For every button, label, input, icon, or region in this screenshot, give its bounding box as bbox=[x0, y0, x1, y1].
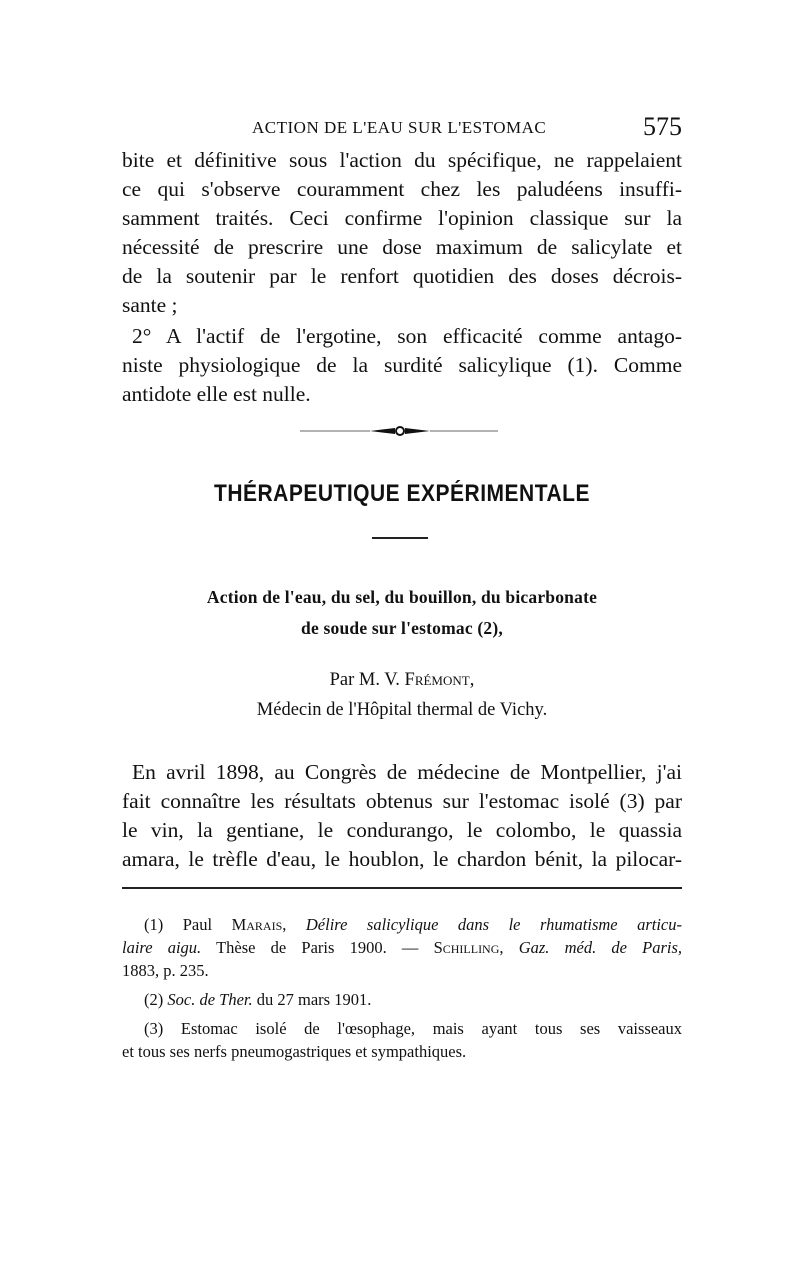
footnote-line: 1883, p. 235. bbox=[122, 961, 209, 980]
footnote-text: du 27 mars 1901. bbox=[256, 990, 372, 1009]
footnote-line bbox=[122, 936, 682, 959]
footnote-3 bbox=[122, 1017, 682, 1063]
text-line: nécessité de prescrire une dose maximum de salicylate et bbox=[122, 235, 682, 259]
paragraph-ergotine bbox=[122, 322, 682, 409]
author-name: Frémont, bbox=[404, 670, 475, 690]
text-line: fait connaître les résultats obtenus sur l'estomac isolé (3) par bbox=[122, 789, 682, 813]
running-head bbox=[122, 112, 682, 142]
paragraph-continuation bbox=[122, 146, 682, 320]
text-line: bite et définitive sous l'action du spécifique, ne rappelaient bbox=[122, 148, 682, 172]
text-line: samment traités. Ceci confirme l'opinion classique sur la bbox=[122, 206, 682, 230]
footnote-line bbox=[122, 913, 682, 936]
footnote-rule bbox=[122, 887, 682, 889]
footnote-line: et tous ses nerfs pneumogastriques et sympathiques. bbox=[122, 1042, 467, 1061]
text-line: sante ; bbox=[122, 293, 178, 317]
byline-prefix: Par M. V. bbox=[329, 670, 400, 690]
footnote-title: laire aigu. bbox=[122, 938, 202, 957]
footnote-1 bbox=[122, 913, 682, 982]
text-line: 2° A l'actif de l'ergotine, son efficacité comme antago- bbox=[132, 324, 682, 348]
article-title-line-2: de soude sur l'estomac (2), bbox=[301, 618, 503, 638]
ornament-divider-icon bbox=[300, 424, 500, 438]
footnote-number: (1) Paul bbox=[144, 915, 213, 934]
footnote-text: Thèse de Paris 1900. — bbox=[216, 938, 419, 957]
author-affiliation: Médecin de l'Hôpital thermal de Vichy. bbox=[256, 700, 548, 720]
article-title-line-1: Action de l'eau, du sel, du bouillon, du bicarbonate bbox=[206, 587, 598, 607]
text-line: le vin, la gentiane, le condurango, le colombo, le quassia bbox=[122, 818, 682, 842]
running-title: ACTION DE L'EAU SUR L'ESTOMAC bbox=[252, 118, 547, 137]
text-line: En avril 1898, au Congrès de médecine de Montpellier, j'ai bbox=[132, 760, 682, 784]
footnote-author: Marais, bbox=[231, 915, 287, 934]
paragraph-intro bbox=[122, 758, 682, 874]
footnote-author: Schilling, bbox=[433, 938, 504, 957]
text-line: de la soutenir par le renfort quotidien des doses décrois- bbox=[122, 264, 682, 288]
footnote-journal: Gaz. méd. de Paris, bbox=[518, 938, 683, 957]
footnote-line: (3) Estomac isolé de l'œsophage, mais ayant tous ses vaisseaux bbox=[144, 1019, 682, 1038]
byline bbox=[122, 670, 682, 691]
text-line: ce qui s'observe couramment chez les paludéens insuffi- bbox=[122, 177, 682, 201]
footnote-title: Délire salicylique dans le rhumatisme articu- bbox=[305, 915, 683, 934]
section-title: THÉRAPEUTIQUE EXPÉRIMENTALE bbox=[214, 480, 590, 507]
footnote-2 bbox=[122, 988, 682, 1011]
text-line: niste physiologique de la surdité salicylique (1). Comme bbox=[122, 353, 682, 377]
title-rule bbox=[372, 537, 428, 539]
footnote-journal: Soc. de Ther. bbox=[167, 990, 253, 1009]
footnote-line bbox=[122, 988, 682, 1011]
text-line: antidote elle est nulle. bbox=[122, 382, 311, 406]
footnote-number: (2) bbox=[144, 990, 164, 1009]
text-line: amara, le trèfle d'eau, le houblon, le chardon bénit, la pilocar- bbox=[122, 847, 682, 871]
page-number: 575 bbox=[643, 112, 682, 141]
